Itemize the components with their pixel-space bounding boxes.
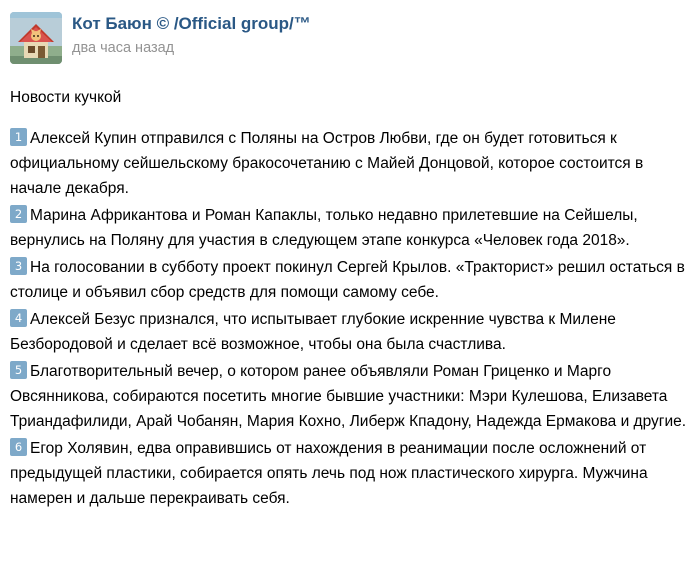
list-item xyxy=(10,203,688,253)
list-item-text: Алексей Купин отправился с Поляны на Остров Любви, где он будет готовиться к официальному сейшельскому бракосочетанию с Майей Донцовой, которое состоится в начале декабря. xyxy=(10,130,644,197)
post-timestamp[interactable]: два часа назад xyxy=(72,40,175,56)
avatar[interactable] xyxy=(10,12,62,64)
post-author-link[interactable]: Кот Баюн © /Official group/™ xyxy=(72,14,311,33)
news-list xyxy=(10,126,688,511)
item-number-badge: 3 xyxy=(10,257,27,275)
post-intro: Новости кучкой xyxy=(10,89,122,106)
list-item-text: Алексей Безус признался, что испытывает глубокие искренние чувства к Милене Безбородовой и сделает всё возможное, чтобы она была счастлива. xyxy=(10,311,616,353)
item-number-badge: 5 xyxy=(10,361,27,379)
list-item-text: Егор Холявин, едва оправившись от нахождения в реанимации после осложнений от предыдущей пластики, собирается опять лечь под нож пластического хирурга. Мужчина намерен и дальше перекраивать себя. xyxy=(10,440,648,507)
list-item xyxy=(10,307,688,357)
item-number-badge: 2 xyxy=(10,205,27,223)
list-item xyxy=(10,126,688,201)
item-number-badge: 6 xyxy=(10,438,27,456)
item-number-badge: 1 xyxy=(10,128,27,146)
post-header-text xyxy=(72,12,311,57)
list-item xyxy=(10,359,688,434)
post-header xyxy=(8,10,690,64)
item-number-badge: 4 xyxy=(10,309,27,327)
post-body xyxy=(8,64,690,511)
list-item-text: Марина Африкантова и Роман Капаклы, только недавно прилетевшие на Сейшелы, вернулись на Поляну для участия в следующем этапе конкурса «Человек года 2018». xyxy=(10,207,638,249)
list-item-text: На голосовании в субботу проект покинул Сергей Крылов. «Тракторист» решил остаться в столице и объявил сбор средств для помощи самому себе. xyxy=(10,259,685,301)
list-item-text: Благотворительный вечер, о котором ранее объявляли Роман Гриценко и Марго Овсянникова, собираются посетить многие бывшие участники: Мэри Кулешова, Елизавета Триандафилиди, Арай Чобанян, Мария Кохно, Либерж Кпадону, Надежда Ермакова и другие. xyxy=(10,363,687,430)
list-item xyxy=(10,436,688,511)
list-item xyxy=(10,255,688,305)
cat-house-avatar-icon xyxy=(10,12,62,64)
